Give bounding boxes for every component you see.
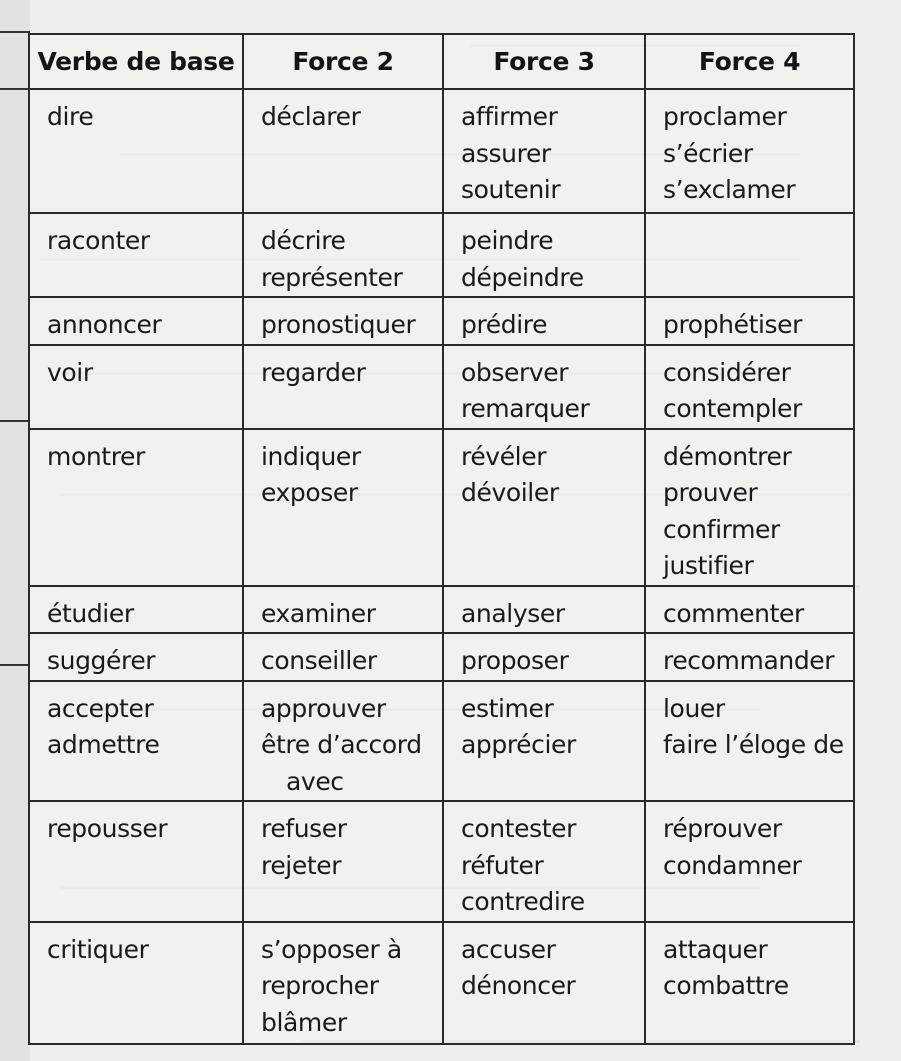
word: étudier: [47, 598, 134, 628]
word: commenter: [663, 598, 804, 628]
table-row: [29, 586, 854, 634]
divider: [0, 664, 30, 666]
table-row: [29, 801, 854, 922]
table-row: [29, 297, 854, 345]
column-header: Force 3: [443, 34, 645, 89]
table-cell: [443, 586, 645, 634]
word: analyser: [461, 598, 565, 628]
table-cell: [645, 801, 854, 922]
word: combattre: [663, 971, 789, 1000]
word: indiquer: [261, 441, 361, 471]
word: raconter: [47, 226, 150, 255]
word: rejeter: [261, 850, 342, 880]
column-header: Verbe de base: [29, 34, 243, 89]
table-cell: [243, 681, 443, 802]
word: regarder: [261, 357, 366, 387]
table-row: [29, 345, 854, 429]
word: blâmer: [261, 1007, 347, 1037]
word: attaquer: [663, 934, 768, 964]
word: affirmer: [461, 102, 558, 131]
word: louer: [663, 693, 725, 723]
word: considérer: [663, 357, 791, 387]
table-cell: [29, 429, 243, 586]
divider: [0, 88, 30, 90]
word: prédire: [461, 310, 548, 339]
table-cell: [243, 297, 443, 345]
table-cell: [443, 297, 645, 345]
word: estimer: [461, 693, 554, 723]
table-cell: [443, 345, 645, 429]
table-row: [29, 89, 854, 213]
word: contester: [461, 814, 576, 843]
word: accuser: [461, 934, 556, 964]
table-cell: [243, 213, 443, 297]
word: proposer: [461, 646, 569, 675]
word: admettre: [47, 730, 160, 759]
table-cell: [443, 801, 645, 922]
word: représenter: [261, 262, 403, 292]
table-cell: [443, 922, 645, 1044]
word: exposer: [261, 478, 358, 507]
table-cell: [29, 633, 243, 681]
word: remarquer: [461, 394, 590, 423]
table-cell: [443, 213, 645, 297]
table-cell: [243, 586, 443, 634]
table-cell: [443, 89, 645, 213]
divider: [0, 31, 30, 33]
word: dire: [47, 102, 94, 131]
word: démontrer: [663, 441, 792, 471]
table-cell: [29, 89, 243, 213]
word: justifier: [663, 551, 754, 580]
word: prouver: [663, 478, 758, 507]
word: pronostiquer: [261, 310, 416, 339]
table-cell: [443, 681, 645, 802]
word: annoncer: [47, 310, 162, 339]
word: être d’accord: [261, 730, 422, 759]
word: réfuter: [461, 850, 544, 880]
table-row: [29, 681, 854, 802]
word: observer: [461, 357, 569, 387]
word: examiner: [261, 598, 376, 628]
word: confirmer: [663, 514, 780, 544]
column-header: Force 2: [243, 34, 443, 89]
table-cell: [29, 297, 243, 345]
header-row: [29, 34, 854, 89]
table-row: [29, 213, 854, 297]
word: révéler: [461, 441, 547, 471]
table-cell: [29, 213, 243, 297]
table-cell: [645, 586, 854, 634]
column-header: Force 4: [645, 34, 854, 89]
table-cell: [645, 429, 854, 586]
word: approuver: [261, 693, 386, 723]
word: s’exclamer: [663, 175, 796, 204]
word: soutenir: [461, 175, 561, 204]
word: critiquer: [47, 934, 149, 964]
word: peindre: [461, 226, 554, 255]
word: repousser: [47, 814, 168, 843]
word: dévoiler: [461, 478, 559, 507]
word: déclarer: [261, 102, 361, 131]
word: accepter: [47, 693, 154, 723]
table-cell: [645, 89, 854, 213]
table-row: [29, 429, 854, 586]
word: prophétiser: [663, 310, 803, 339]
table-cell: [443, 633, 645, 681]
table-cell: [645, 922, 854, 1044]
table-cell: [243, 89, 443, 213]
table-cell: [29, 801, 243, 922]
table-cell: [243, 801, 443, 922]
table-cell: [29, 681, 243, 802]
word: dénoncer: [461, 971, 576, 1000]
word: refuser: [261, 814, 347, 843]
word: contempler: [663, 394, 802, 423]
divider: [0, 420, 30, 422]
table-cell: [29, 586, 243, 634]
table-cell: [29, 345, 243, 429]
verb-intensity-table: [28, 33, 855, 1045]
table-cell: [645, 633, 854, 681]
word: faire l’éloge de: [663, 730, 844, 759]
table-cell: [243, 922, 443, 1044]
table-cell: [243, 345, 443, 429]
table-row: [29, 633, 854, 681]
table-cell: [29, 922, 243, 1044]
word: voir: [47, 357, 93, 387]
word: avec: [286, 766, 344, 796]
word: reprocher: [261, 971, 379, 1000]
table-cell: [645, 345, 854, 429]
table-row: [29, 922, 854, 1044]
word: suggérer: [47, 646, 156, 675]
word: proclamer: [663, 102, 787, 131]
word: assurer: [461, 138, 551, 168]
table-cell: [243, 429, 443, 586]
word: condamner: [663, 850, 802, 880]
word: contredire: [461, 887, 585, 916]
word: recommander: [663, 646, 835, 675]
word: montrer: [47, 441, 145, 471]
table-cell: [645, 213, 854, 297]
table-cell: [443, 429, 645, 586]
table-cell: [645, 681, 854, 802]
word: dépeindre: [461, 262, 584, 292]
page-margin: [0, 0, 30, 1061]
word: s’opposer à: [261, 934, 402, 964]
word: apprécier: [461, 730, 576, 759]
word: conseiller: [261, 646, 377, 675]
word: décrire: [261, 226, 346, 255]
table-cell: [645, 297, 854, 345]
table-cell: [243, 633, 443, 681]
word: réprouver: [663, 814, 782, 843]
word: s’écrier: [663, 138, 753, 168]
